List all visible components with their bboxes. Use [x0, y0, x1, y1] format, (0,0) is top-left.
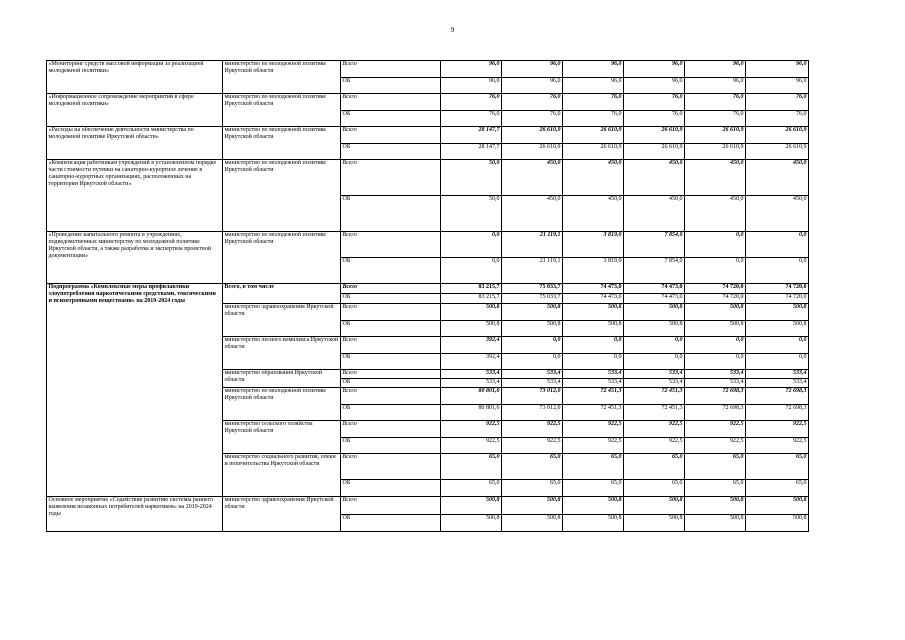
subprogram-name: Подпрограмма «Комплексные меры профилактики злоупотребления наркотическими средствами, токсическими и психотропными веществами» на 2019-2024 годы [47, 284, 223, 497]
value-cell: 26 610,9 [685, 144, 746, 160]
executor: министерство по молодежной политике Иркутской области [223, 232, 341, 284]
value-cell: 75 033,7 [502, 284, 563, 294]
source-label: ОБ [341, 438, 441, 454]
value-cell: 73 012,0 [502, 405, 563, 421]
value-cell: 0,0 [441, 258, 502, 284]
value-cell: 922,5 [502, 421, 563, 438]
value-cell: 65,0 [685, 454, 746, 480]
value-cell: 76,0 [563, 94, 624, 111]
value-cell: 500,8 [685, 321, 746, 337]
value-cell: 74 473,0 [624, 284, 685, 294]
value-cell: 76,0 [441, 111, 502, 127]
executor: министерство по молодежной политике Иркутской области [223, 388, 341, 421]
value-cell: 0,0 [624, 337, 685, 354]
value-cell: 0,0 [746, 337, 809, 354]
value-cell: 26 610,9 [624, 127, 685, 144]
table-row [47, 94, 809, 111]
value-cell: 500,8 [563, 321, 624, 337]
value-cell: 533,4 [441, 370, 502, 379]
value-cell: 500,8 [685, 497, 746, 515]
value-cell: 75 033,7 [502, 294, 563, 304]
value-cell: 500,8 [685, 515, 746, 532]
value-cell: 96,0 [624, 78, 685, 94]
value-cell: 533,4 [502, 379, 563, 388]
value-cell: 0,0 [685, 337, 746, 354]
value-cell: 500,8 [563, 304, 624, 321]
value-cell: 72 698,3 [685, 405, 746, 421]
value-cell: 450,0 [502, 160, 563, 196]
value-cell: 7 854,0 [624, 232, 685, 258]
source-label: Всего [341, 370, 441, 379]
value-cell: 72 451,3 [563, 405, 624, 421]
value-cell: 65,0 [502, 480, 563, 497]
value-cell: 450,0 [746, 160, 809, 196]
value-cell: 533,4 [746, 379, 809, 388]
value-cell: 450,0 [563, 160, 624, 196]
value-cell: 96,0 [685, 78, 746, 94]
executor: Всего, в том числе [223, 284, 341, 304]
value-cell: 74 473,0 [624, 294, 685, 304]
value-cell: 0,0 [685, 232, 746, 258]
table-row [47, 497, 809, 515]
value-cell: 922,5 [563, 421, 624, 438]
value-cell: 500,8 [441, 304, 502, 321]
source-label: ОБ [341, 144, 441, 160]
source-label: ОБ [341, 480, 441, 497]
source-label: Всего [341, 497, 441, 515]
value-cell: 3 819,0 [563, 258, 624, 284]
value-cell: 80 801,6 [441, 388, 502, 405]
source-label: Всего [341, 284, 441, 294]
value-cell: 74 473,0 [563, 284, 624, 294]
value-cell: 450,0 [624, 196, 685, 232]
value-cell: 26 610,9 [563, 144, 624, 160]
value-cell: 533,4 [563, 370, 624, 379]
source-label: Всего [341, 337, 441, 354]
value-cell: 72 451,3 [563, 388, 624, 405]
value-cell: 500,8 [502, 515, 563, 532]
value-cell: 450,0 [746, 196, 809, 232]
value-cell: 73 012,0 [502, 388, 563, 405]
value-cell: 65,0 [624, 454, 685, 480]
value-cell: 65,0 [624, 480, 685, 497]
source-label: ОБ [341, 111, 441, 127]
value-cell: 450,0 [502, 196, 563, 232]
value-cell: 533,4 [685, 370, 746, 379]
value-cell: 0,0 [563, 337, 624, 354]
value-cell: 96,0 [563, 78, 624, 94]
table-row [47, 284, 809, 294]
activity-name: «Компенсация работникам учреждений в установленном порядке части стоимости путевки на санаторно-курортное лечение в санаторно-курортных организациях, расположенных на территории Иркутской области» [47, 160, 223, 232]
value-cell: 65,0 [441, 480, 502, 497]
value-cell: 26 610,9 [624, 144, 685, 160]
source-label: Всего [341, 232, 441, 258]
value-cell: 392,4 [441, 337, 502, 354]
source-label: Всего [341, 454, 441, 480]
value-cell: 922,5 [441, 438, 502, 454]
value-cell: 50,0 [441, 160, 502, 196]
value-cell: 0,0 [624, 354, 685, 370]
executor: министерство социального развития, опеки и попечительства Иркутской области [223, 454, 341, 497]
value-cell: 74 720,0 [746, 294, 809, 304]
table-row [47, 232, 809, 258]
value-cell: 500,8 [624, 321, 685, 337]
value-cell: 74 473,0 [563, 294, 624, 304]
source-label: ОБ [341, 515, 441, 532]
value-cell: 72 698,3 [685, 388, 746, 405]
budget-table [46, 60, 809, 532]
source-label: ОБ [341, 78, 441, 94]
value-cell: 96,0 [685, 61, 746, 78]
source-label: Всего [341, 160, 441, 196]
value-cell: 72 451,3 [624, 388, 685, 405]
source-label: ОБ [341, 196, 441, 232]
value-cell: 26 610,9 [563, 127, 624, 144]
source-label: Всего [341, 61, 441, 78]
value-cell: 533,4 [746, 370, 809, 379]
value-cell: 500,8 [502, 321, 563, 337]
executor: министерство по молодежной политике Иркутской области [223, 94, 341, 127]
value-cell: 0,0 [502, 354, 563, 370]
value-cell: 0,0 [746, 258, 809, 284]
executor: министерство образования Иркутской области [223, 370, 341, 388]
value-cell: 96,0 [502, 78, 563, 94]
value-cell: 65,0 [502, 454, 563, 480]
value-cell: 0,0 [502, 337, 563, 354]
value-cell: 65,0 [441, 454, 502, 480]
value-cell: 76,0 [685, 94, 746, 111]
value-cell: 65,0 [746, 454, 809, 480]
value-cell: 500,8 [624, 304, 685, 321]
value-cell: 72 698,3 [746, 405, 809, 421]
value-cell: 65,0 [563, 454, 624, 480]
value-cell: 76,0 [441, 94, 502, 111]
value-cell: 922,5 [685, 438, 746, 454]
value-cell: 392,4 [441, 354, 502, 370]
value-cell: 533,4 [624, 379, 685, 388]
source-label: ОБ [341, 294, 441, 304]
value-cell: 533,4 [685, 379, 746, 388]
value-cell: 96,0 [746, 61, 809, 78]
source-label: ОБ [341, 258, 441, 284]
value-cell: 922,5 [441, 421, 502, 438]
value-cell: 26 610,9 [746, 127, 809, 144]
value-cell: 96,0 [502, 61, 563, 78]
value-cell: 500,8 [502, 304, 563, 321]
table-row [47, 61, 809, 78]
executor: министерство по молодежной политике Иркутской области [223, 127, 341, 160]
executor: министерство здравоохранения Иркутской области [223, 497, 341, 532]
value-cell: 74 720,0 [685, 294, 746, 304]
source-label: Всего [341, 304, 441, 321]
activity-name: «Информационное сопровождение мероприятий в сфере молодежной политики» [47, 94, 223, 127]
value-cell: 450,0 [563, 196, 624, 232]
source-label: ОБ [341, 354, 441, 370]
value-cell: 76,0 [624, 111, 685, 127]
value-cell: 65,0 [563, 480, 624, 497]
value-cell: 65,0 [746, 480, 809, 497]
value-cell: 72 698,3 [746, 388, 809, 405]
value-cell: 3 819,0 [563, 232, 624, 258]
value-cell: 21 119,1 [502, 258, 563, 284]
value-cell: 83 215,7 [441, 284, 502, 294]
value-cell: 500,8 [441, 321, 502, 337]
source-label: Всего [341, 388, 441, 405]
value-cell: 28 147,7 [441, 127, 502, 144]
value-cell: 500,8 [624, 497, 685, 515]
value-cell: 500,8 [502, 497, 563, 515]
value-cell: 0,0 [685, 258, 746, 284]
source-label: Всего [341, 421, 441, 438]
value-cell: 76,0 [563, 111, 624, 127]
value-cell: 500,8 [746, 515, 809, 532]
value-cell: 450,0 [685, 196, 746, 232]
value-cell: 74 720,0 [685, 284, 746, 294]
value-cell: 96,0 [624, 61, 685, 78]
value-cell: 96,0 [441, 78, 502, 94]
value-cell: 76,0 [746, 111, 809, 127]
value-cell: 76,0 [502, 111, 563, 127]
value-cell: 21 119,1 [502, 232, 563, 258]
value-cell: 96,0 [563, 61, 624, 78]
value-cell: 500,8 [563, 497, 624, 515]
value-cell: 96,0 [746, 78, 809, 94]
value-cell: 50,0 [441, 196, 502, 232]
value-cell: 26 610,9 [685, 127, 746, 144]
value-cell: 0,0 [685, 354, 746, 370]
value-cell: 76,0 [685, 111, 746, 127]
value-cell: 500,8 [746, 497, 809, 515]
value-cell: 450,0 [624, 160, 685, 196]
value-cell: 922,5 [685, 421, 746, 438]
value-cell: 26 610,9 [502, 144, 563, 160]
value-cell: 922,5 [563, 438, 624, 454]
table-row [47, 160, 809, 196]
value-cell: 500,8 [441, 497, 502, 515]
value-cell: 26 610,9 [502, 127, 563, 144]
value-cell: 76,0 [502, 94, 563, 111]
value-cell: 533,4 [563, 379, 624, 388]
value-cell: 80 801,6 [441, 405, 502, 421]
executor: министерство по молодежной политике Иркутской области [223, 160, 341, 232]
value-cell: 72 451,3 [624, 405, 685, 421]
page-number: 9 [450, 26, 455, 34]
executor: министерство сельского хозяйства Иркутской области [223, 421, 341, 454]
value-cell: 922,5 [746, 421, 809, 438]
value-cell: 500,8 [563, 515, 624, 532]
value-cell: 533,4 [624, 370, 685, 379]
source-label: Всего [341, 94, 441, 111]
value-cell: 500,8 [746, 321, 809, 337]
value-cell: 500,8 [685, 304, 746, 321]
executor: министерство здравоохранения Иркутской области [223, 304, 341, 337]
activity-name: «Проведение капитального ремонта в учреждениях, подведомственных министерству по молодежной политике Иркутской области, а также разработка и экспертиза проектной документации» [47, 232, 223, 284]
value-cell: 83 215,7 [441, 294, 502, 304]
executor: министерство по молодежной политике Иркутской области [223, 61, 341, 94]
value-cell: 922,5 [502, 438, 563, 454]
source-label: ОБ [341, 405, 441, 421]
value-cell: 96,0 [441, 61, 502, 78]
value-cell: 74 720,0 [746, 284, 809, 294]
value-cell: 0,0 [563, 354, 624, 370]
executor: министерство лесного комплекса Иркутской области [223, 337, 341, 370]
value-cell: 922,5 [624, 438, 685, 454]
source-label: ОБ [341, 321, 441, 337]
value-cell: 500,8 [624, 515, 685, 532]
value-cell: 76,0 [746, 94, 809, 111]
value-cell: 500,8 [746, 304, 809, 321]
value-cell: 533,4 [441, 379, 502, 388]
value-cell: 28 147,7 [441, 144, 502, 160]
source-label: ОБ [341, 379, 441, 388]
value-cell: 922,5 [746, 438, 809, 454]
activity-name: Основное мероприятие «Содействие развитию системы раннего выявления незаконных потребителей наркотиков» на 2019-2024 годы [47, 497, 223, 532]
value-cell: 922,5 [624, 421, 685, 438]
value-cell: 0,0 [746, 232, 809, 258]
value-cell: 450,0 [685, 160, 746, 196]
value-cell: 7 854,0 [624, 258, 685, 284]
table-row [47, 127, 809, 144]
value-cell: 0,0 [441, 232, 502, 258]
value-cell: 0,0 [746, 354, 809, 370]
value-cell: 65,0 [685, 480, 746, 497]
source-label: Всего [341, 127, 441, 144]
activity-name: «Расходы на обеспечение деятельности министерства по молодежной политике Иркутской области» [47, 127, 223, 160]
value-cell: 26 610,9 [746, 144, 809, 160]
value-cell: 500,8 [441, 515, 502, 532]
value-cell: 76,0 [624, 94, 685, 111]
value-cell: 533,4 [502, 370, 563, 379]
activity-name: «Мониторинг средств массовой информации за реализацией молодежной политики» [47, 61, 223, 94]
